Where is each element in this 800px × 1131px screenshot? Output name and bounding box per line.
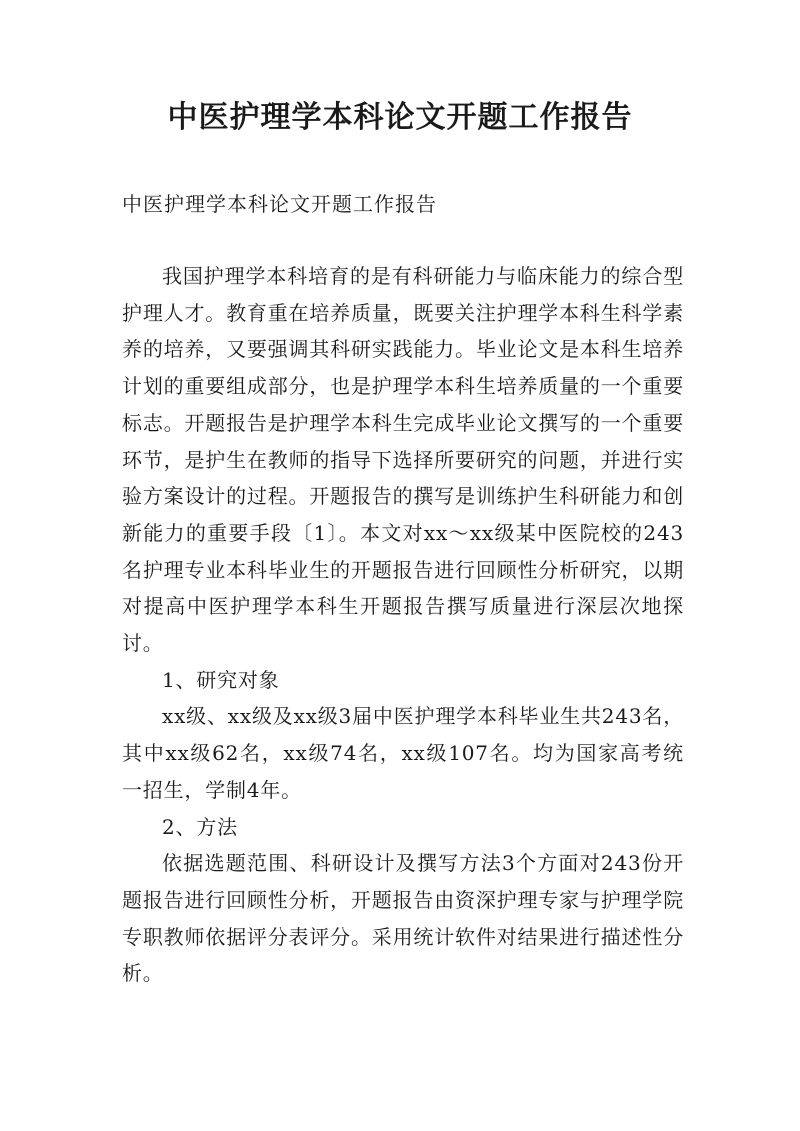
- intro-paragraph: 我国护理学本科培育的是有科研能力与临床能力的综合型护理人才。教育重在培养质量，既要关注护理学本科生科学素养的培养，又要强调其科研实践能力。毕业论文是本科生培养计划的重要组成部分，也是护理学本科生培养质量的一个重要标志。开题报告是护理学本科生完成毕业论文撰写的一个重要环节，是护生在教师的指导下选择所要研究的问题，并进行实验方案设计的过程。开题报告的撰写是训练护生科研能力和创新能力的重要手段〔1〕。本文对xx～xx级某中医院校的243名护理专业本科毕业生的开题报告进行回顾性分析研究，以期对提高中医护理学本科生开题报告撰写质量进行深层次地探讨。: [122, 264, 684, 656]
- section-2-heading: 2、方法: [162, 814, 238, 839]
- section-1-heading: 1、研究对象: [162, 667, 280, 692]
- document-title: 中医护理学本科论文开题工作报告: [167, 100, 633, 135]
- document-subtitle: 中医护理学本科论文开题工作报告: [122, 192, 437, 216]
- section-1-paragraph: xx级、xx级及xx级3届中医护理学本科毕业生共243名，其中xx级62名，xx级74名，xx级107名。均为国家高考统一招生，学制4年。: [122, 704, 684, 802]
- section-2-paragraph: 依据选题范围、科研设计及撰写方法3个方面对243份开题报告进行回顾性分析，开题报告由资深护理专家与护理学院专职教师依据评分表评分。采用统计软件对结果进行描述性分析。: [122, 851, 684, 986]
- document-body: [122, 258, 684, 992]
